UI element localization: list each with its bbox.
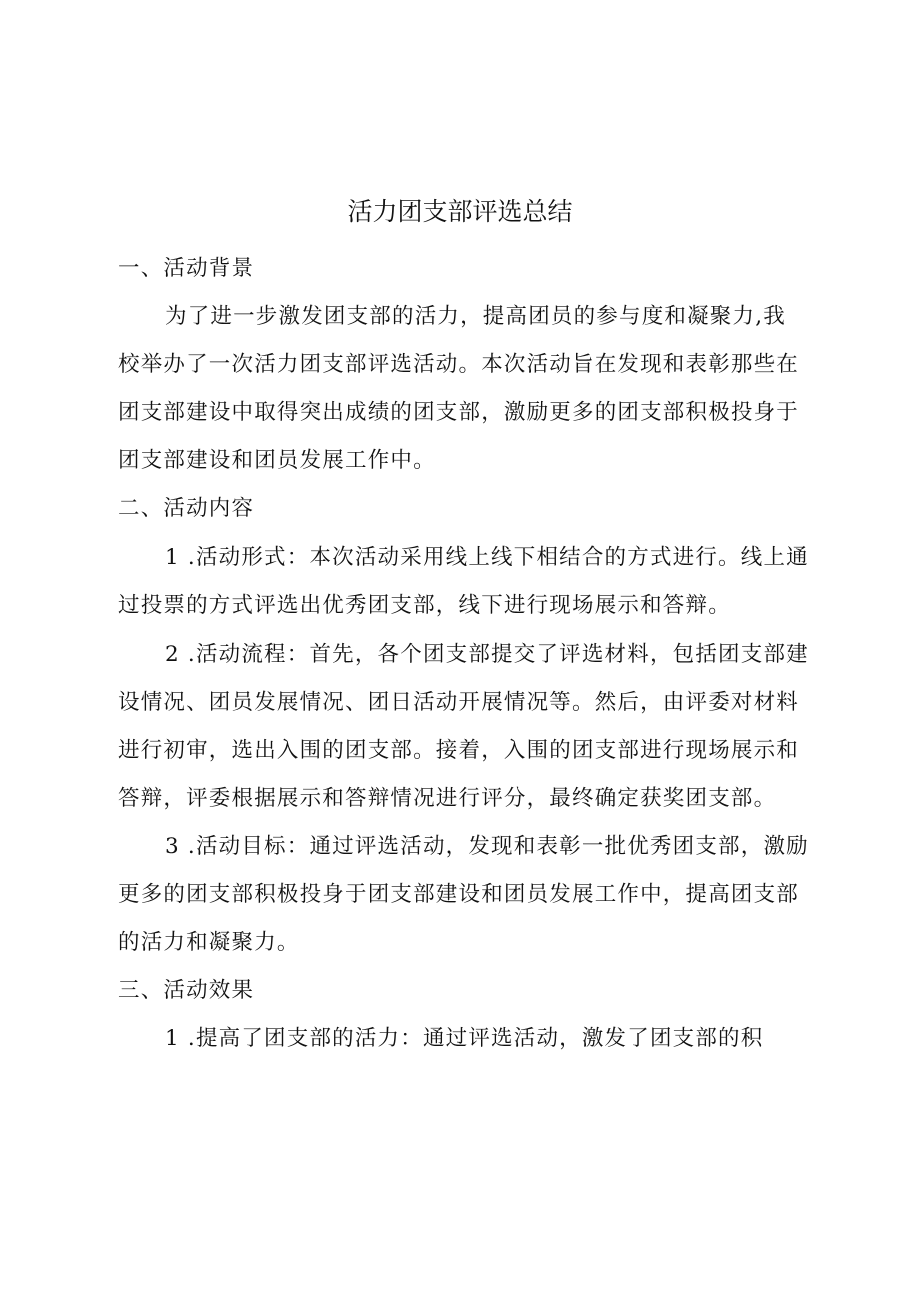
paragraph-line: 为了进一步激发团支部的活力，提高团员的参与度和凝聚力,我	[165, 304, 786, 329]
section-heading-content: 二、活动内容	[118, 496, 255, 521]
paragraph-line: 答辩，评委根据展示和答辩情况进行评分，最终确定获奖团支部。	[118, 786, 777, 811]
paragraph-line: 团支部建设中取得突出成绩的团支部，激励更多的团支部积极投身于	[118, 400, 800, 425]
paragraph-line: 2 .活动流程：首先，各个团支部提交了评选材料，包括团支部建	[165, 642, 809, 667]
paragraph-line: 更多的团支部积极投身于团支部建设和团员发展工作中，提高团支部	[118, 882, 800, 907]
paragraph-line: 设情况、团员发展情况、团日活动开展情况等。然后，由评委对材料	[118, 690, 800, 715]
paragraph-line: 的活力和凝聚力。	[118, 930, 300, 955]
section-heading-background: 一、活动背景	[118, 256, 255, 281]
paragraph-line: 团支部建设和团员发展工作中。	[118, 448, 436, 473]
paragraph-line: 进行初审，选出入围的团支部。接着，入围的团支部进行现场展示和	[118, 738, 800, 763]
document-title: 活力团支部评选总结	[347, 197, 573, 226]
paragraph-line: 1 .活动形式：本次活动采用线上线下相结合的方式进行。线上通	[165, 545, 809, 570]
section-heading-effects: 三、活动效果	[118, 978, 255, 1003]
paragraph-line: 3 .活动目标：通过评选活动，发现和表彰一批优秀团支部，激励	[165, 834, 809, 859]
paragraph-line: 校举办了一次活力团支部评选活动。本次活动旨在发现和表彰那些在	[118, 352, 800, 377]
paragraph-line: 1 .提高了团支部的活力：通过评选活动，激发了团支部的积	[165, 1026, 764, 1051]
paragraph-line: 过投票的方式评选出优秀团支部，线下进行现场展示和答辩。	[118, 593, 731, 618]
